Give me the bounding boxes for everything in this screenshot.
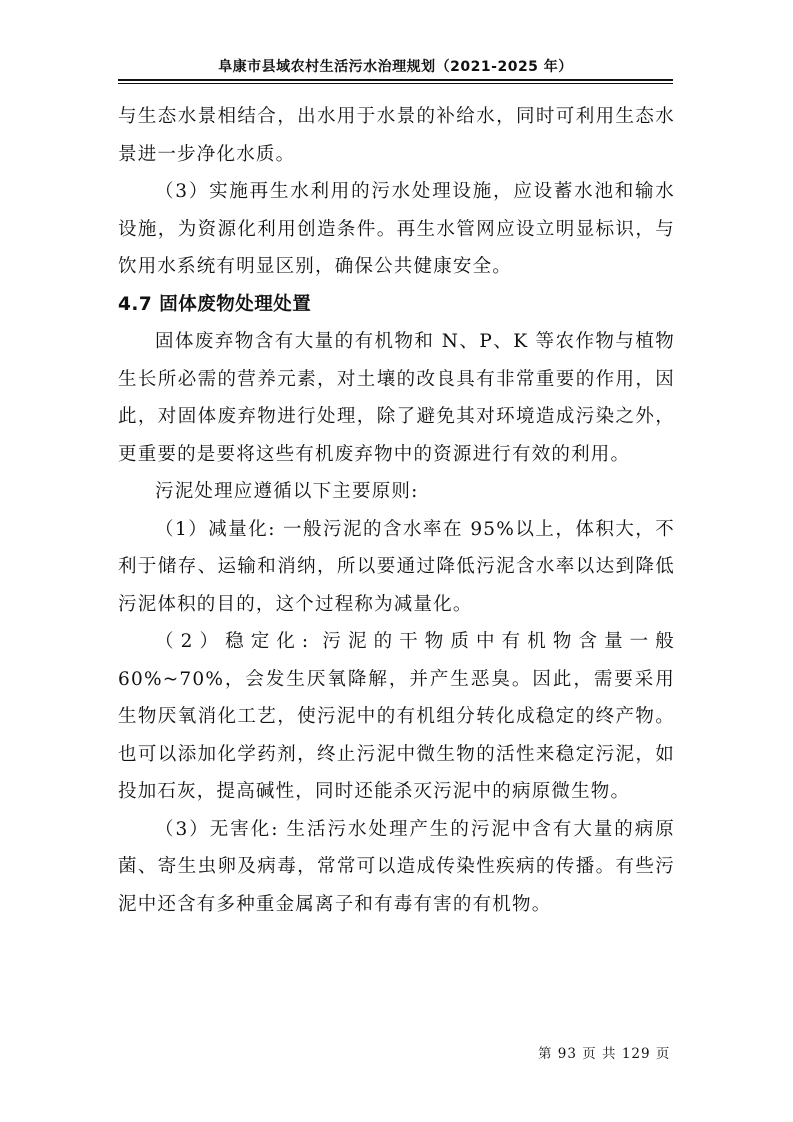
header-rule (118, 79, 673, 81)
paragraph-harmless: （3）无害化: 生活污水处理产生的污泥中含有大量的病原菌、寄生虫卵及病毒，常常可以造成传染性疾病的传播。有些污泥中还含有多种重金属离子和有毒有害的有机物。 (118, 818, 675, 915)
section-heading: 4.7 固体废物处理处置 (118, 293, 312, 315)
page-number: 第 93 页 共 129 页 (538, 1046, 671, 1062)
running-header: 阜康市县域农村生活污水治理规划（2021-2025 年） (218, 59, 573, 75)
paragraph-reduction: （1）减量化: 一般污泥的含水率在 95%以上，体积大，不利于储存、运输和消纳，所以要通过降低污泥含水率以达到降低污泥体积的目的，这个过程称为减量化。 (118, 518, 675, 615)
paragraph-continuation: 与生态水景相结合，出水用于水景的补给水，同时可利用生态水景进一步净化水质。 (118, 106, 675, 165)
paragraph-sludge-principles: 污泥处理应遵循以下主要原则: (155, 481, 419, 502)
paragraph-stabilization: （2）稳定化: 污泥的干物质中有机物含量一般 60%~70%，会发生厌氧降解，并产生恶臭。因此，需要采用生物厌氧消化工艺，使污泥中的有机组分转化成稳定的终产物。也可以添加化学药剂，终止污泥中微生物的活性来稳定污泥，如投加石灰，提高碱性，同时还能杀灭污泥中的病原微生物。 (118, 631, 675, 802)
body-text (118, 98, 675, 923)
paragraph-solid-waste-intro: 固体废弃物含有大量的有机物和 N、P、K 等农作物与植物生长所必需的营养元素，对土壤的改良具有非常重要的作用，因此，对固体废弃物进行处理，除了避免其对环境造成污染之外，更重要的是要将这些有机废弃物中的资源进行有效的利用。 (118, 331, 675, 465)
header-rule-thin (118, 83, 673, 84)
paragraph-reclaimed-water: （3）实施再生水利用的污水处理设施，应设蓄水池和输水设施，为资源化利用创造条件。再生水管网应设立明显标识，与饮用水系统有明显区别，确保公共健康安全。 (118, 181, 675, 277)
